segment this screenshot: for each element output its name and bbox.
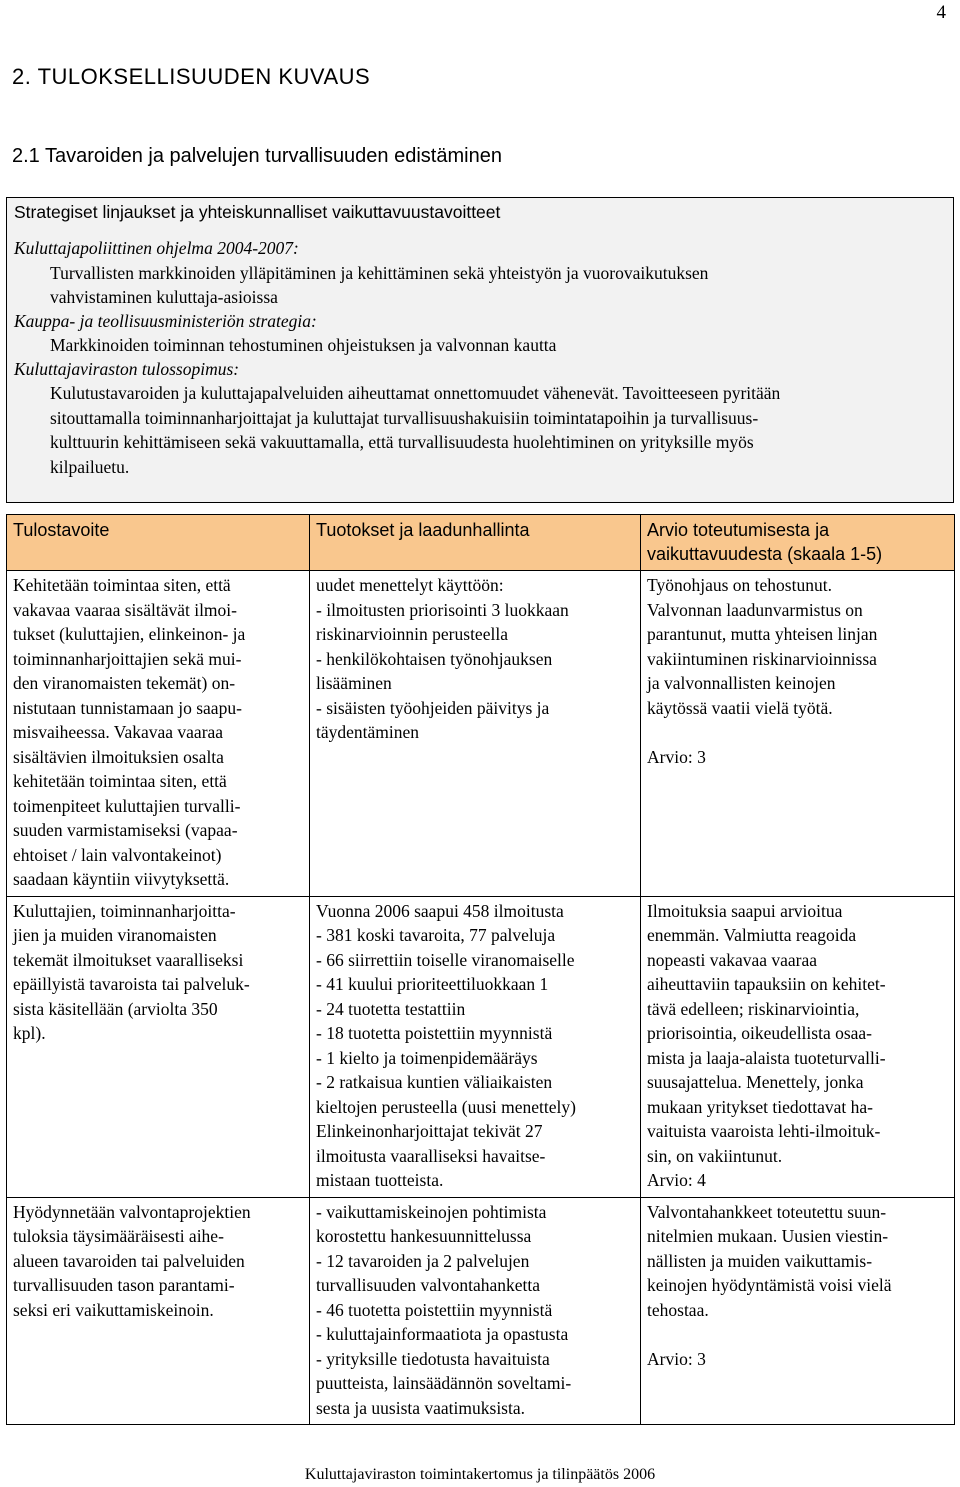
cell-line: - 381 koski tavaroita, 77 palveluja bbox=[316, 925, 556, 945]
text-line: Kulutustavaroiden ja kuluttajapalveluiden aiheuttamat onnettomuudet vähenevät. Tavoitteeseen pyritään bbox=[50, 383, 781, 403]
cell-line: mukaan yritykset tiedottavat ha- bbox=[647, 1096, 873, 1117]
cell-line: - 66 siirrettiin toiselle viranomaiselle bbox=[316, 949, 575, 970]
cell-line: keinojen hyödyntämistä voisi vielä bbox=[647, 1275, 892, 1295]
cell-line: den viranomaisten tekemät) on- bbox=[13, 673, 236, 693]
cell-line: mista ja laaja-alaista tuoteturvalli- bbox=[647, 1047, 886, 1068]
cell-line: tävä edelleen; riskinarviointia, bbox=[647, 998, 860, 1019]
cell-line: Kehitetään toimintaa siten, että bbox=[13, 575, 231, 595]
cell-line: jien ja muiden viranomaisten bbox=[13, 925, 217, 945]
cell-line: Vuonna 2006 saapui 458 ilmoitusta bbox=[316, 900, 564, 921]
cell-line: - kuluttajainformaatiota ja opastusta bbox=[316, 1324, 569, 1344]
table-row bbox=[7, 571, 955, 897]
cell-line: korostettu hankesuunnittelussa bbox=[316, 1226, 532, 1246]
cell-line: Elinkeinonharjoittajat tekivät 27 bbox=[316, 1121, 543, 1141]
table-cell bbox=[7, 1197, 310, 1425]
table-cell bbox=[7, 896, 310, 1197]
column-header bbox=[7, 515, 310, 571]
text-line: Turvallisten markkinoiden ylläpitäminen ja kehittäminen sekä yhteistyön ja vuorovaikutuksen bbox=[50, 262, 709, 283]
table-cell bbox=[641, 1197, 955, 1425]
cell-line: ehtoiset / lain valvontakeinot) bbox=[13, 844, 222, 865]
cell-line: kehitetään toimintaa siten, että bbox=[13, 771, 227, 791]
table-row bbox=[7, 1197, 955, 1425]
strategy-section-label: Kuluttajaviraston tulossopimus: bbox=[14, 358, 240, 379]
cell-line: tekemät ilmoitukset vaaralliseksi bbox=[13, 949, 244, 970]
cell-line: uudet menettelyt käyttöön: bbox=[316, 575, 504, 595]
column-header bbox=[310, 515, 641, 571]
blank-line bbox=[647, 720, 949, 745]
table-cell bbox=[641, 571, 955, 897]
table-cell bbox=[310, 571, 641, 897]
cell-line: - 24 tuotetta testattiin bbox=[316, 998, 466, 1019]
cell-line: toimenpiteet kuluttajien turvalli- bbox=[13, 795, 241, 816]
column-header bbox=[641, 515, 955, 571]
section-heading: 2.1 Tavaroiden ja palvelujen turvallisuuden edistäminen bbox=[12, 145, 502, 167]
strategy-section-label: Kuluttajapoliittinen ohjelma 2004-2007: bbox=[14, 238, 299, 258]
text-line: kulttuurin kehittämiseen sekä vakuuttamalla, että turvallisuudesta huolehtiminen on yrityksille myös bbox=[50, 432, 754, 452]
cell-line: alueen tavaroiden tai palveluiden bbox=[13, 1250, 245, 1271]
cell-line: - 18 tuotetta poistettiin myynnistä bbox=[316, 1023, 553, 1043]
cell-line: nistutaan tunnistamaan jo saapu- bbox=[13, 697, 242, 718]
cell-line: sin, on vakiintunut. bbox=[647, 1145, 783, 1166]
cell-line: riskinarvioinnin perusteella bbox=[316, 624, 508, 644]
cell-line: - ilmoitusten priorisointi 3 luokkaan bbox=[316, 599, 569, 620]
text-line: Markkinoiden toiminnan tehostuminen ohjeistuksen ja valvonnan kautta bbox=[50, 335, 557, 355]
cell-line: Valvonnan laadunvarmistus on bbox=[647, 599, 863, 620]
cell-line: turvallisuuden valvontahanketta bbox=[316, 1275, 541, 1295]
cell-line: suuden varmistamiseksi (vapaa- bbox=[13, 820, 238, 840]
cell-line: - 41 kuului prioriteettiluokkaan 1 bbox=[316, 974, 549, 994]
cell-line: misvaiheessa. Vakavaa vaaraa bbox=[13, 722, 224, 742]
strategy-section-text bbox=[14, 333, 945, 358]
cell-line: - sisäisten työohjeiden päivitys ja bbox=[316, 697, 550, 718]
cell-line: toiminnanharjoittajien sekä mui- bbox=[13, 648, 242, 669]
text-line: sitouttamalla toiminnanharjoittajat ja kuluttajat turvallisuushakuisiin toimintatapoihin ja turvallisuus- bbox=[50, 407, 759, 428]
strategy-section-text bbox=[14, 381, 945, 479]
header-line: Tuotokset ja laadunhallinta bbox=[316, 520, 530, 540]
cell-line: - 1 kielto ja toimenpidemääräys bbox=[316, 1047, 538, 1068]
cell-line: - yrityksille tiedotusta havaituista bbox=[316, 1348, 550, 1369]
text-line: vahvistaminen kuluttaja-asioissa bbox=[50, 287, 278, 307]
cell-line: - henkilökohtaisen työnohjauksen bbox=[316, 648, 553, 669]
table-cell bbox=[641, 896, 955, 1197]
cell-line: tehostaa. bbox=[647, 1299, 709, 1320]
strategy-title: Strategiset linjaukset ja yhteiskunnalliset vaikuttavuustavoitteet bbox=[14, 202, 501, 222]
table-body bbox=[7, 571, 955, 1425]
cell-line: ilmoitusta vaaralliseksi havaitse- bbox=[316, 1145, 546, 1166]
cell-line: aiheuttaviin tapauksiin on kehitet- bbox=[647, 974, 886, 994]
header-line: vaikuttavuudesta (skaala 1-5) bbox=[647, 543, 883, 564]
chapter-heading: 2. TULOKSELLISUUDEN KUVAUS bbox=[12, 64, 371, 89]
cell-line: Kuluttajien, toiminnanharjoitta- bbox=[13, 900, 236, 921]
cell-line: kpl). bbox=[13, 1023, 46, 1043]
cell-line: - vaikuttamiskeinojen pohtimista bbox=[316, 1201, 547, 1222]
cell-line: Työnohjaus on tehostunut. bbox=[647, 575, 832, 595]
cell-line: vakiintuminen riskinarvioinnissa bbox=[647, 648, 877, 669]
page-footer: Kuluttajaviraston toimintakertomus ja tilinpäätös 2006 bbox=[304, 1466, 656, 1483]
strategy-box bbox=[6, 197, 954, 503]
cell-line: mistaan tuotteista. bbox=[316, 1170, 444, 1190]
cell-line: nitelmien mukaan. Uusien viestin- bbox=[647, 1226, 889, 1246]
blank-line bbox=[647, 1322, 949, 1347]
cell-line: suusajattelua. Menettely, jonka bbox=[647, 1072, 864, 1092]
cell-line: käytössä vaatii vielä työtä. bbox=[647, 697, 833, 718]
cell-line: enemmän. Valmiutta reagoida bbox=[647, 925, 857, 945]
cell-line: - 12 tavaroiden ja 2 palvelujen bbox=[316, 1250, 530, 1271]
cell-line: priorisointia, oikeudellista osaa- bbox=[647, 1023, 873, 1043]
strategy-sections bbox=[14, 237, 945, 479]
cell-line: - 2 ratkaisua kuntien väliaikaisten bbox=[316, 1072, 553, 1092]
cell-line: täydentäminen bbox=[316, 722, 420, 742]
cell-line: Hyödynnetään valvontaprojektien bbox=[13, 1201, 251, 1222]
cell-line: kieltojen perusteella (uusi menettely) bbox=[316, 1096, 576, 1117]
header-line: Arvio toteutumisesta ja bbox=[647, 520, 830, 540]
cell-line: turvallisuuden tason parantami- bbox=[13, 1275, 235, 1295]
cell-line: saadaan käyntiin viivytyksettä. bbox=[13, 869, 230, 889]
cell-line: tukset (kuluttajien, elinkeinon- ja bbox=[13, 624, 246, 644]
cell-line: sisältävien ilmoituksien osalta bbox=[13, 746, 224, 767]
cell-line: ja valvonnallisten keinojen bbox=[647, 673, 836, 693]
cell-line: Arvio: 4 bbox=[647, 1170, 706, 1190]
cell-line: puutteista, lainsäädännön soveltami- bbox=[316, 1373, 572, 1393]
cell-line: Ilmoituksia saapui arvioitua bbox=[647, 900, 843, 921]
cell-line: tuloksia täysimääräisesti aihe- bbox=[13, 1226, 224, 1246]
strategy-section-text bbox=[14, 261, 945, 310]
cell-line: Arvio: 3 bbox=[647, 746, 706, 767]
cell-line: sesta ja uusista vaatimuksista. bbox=[316, 1397, 525, 1418]
strategy-section-label: Kauppa- ja teollisuusministeriön strategia: bbox=[14, 310, 317, 331]
cell-line: epäillyistä tavaroista tai palveluk- bbox=[13, 974, 250, 994]
cell-line: vakavaa vaaraa sisältävät ilmoi- bbox=[13, 599, 237, 620]
table-header-row bbox=[7, 515, 955, 571]
cell-line: nopeasti vakavaa vaaraa bbox=[647, 949, 818, 970]
page-number: 4 bbox=[936, 2, 946, 23]
table-row bbox=[7, 896, 955, 1197]
cell-line: sista käsitellään (arviolta 350 bbox=[13, 998, 218, 1019]
table-cell bbox=[7, 571, 310, 897]
cell-line: nällisten ja muiden vaikuttamis- bbox=[647, 1250, 873, 1271]
header-line: Tulostavoite bbox=[13, 520, 110, 540]
cell-line: parantunut, mutta yhteisen linjan bbox=[647, 624, 878, 644]
text-line: kilpailuetu. bbox=[50, 456, 130, 477]
cell-line: lisääminen bbox=[316, 673, 392, 693]
cell-line: seksi eri vaikuttamiskeinoin. bbox=[13, 1299, 214, 1320]
results-table bbox=[6, 514, 955, 1425]
table-cell bbox=[310, 1197, 641, 1425]
cell-line: vaituista vaaroista lehti-ilmoituk- bbox=[647, 1121, 881, 1141]
cell-line: - 46 tuotetta poistettiin myynnistä bbox=[316, 1299, 553, 1320]
cell-line: Valvontahankkeet toteutettu suun- bbox=[647, 1201, 887, 1222]
cell-line: Arvio: 3 bbox=[647, 1348, 706, 1369]
table-cell bbox=[310, 896, 641, 1197]
